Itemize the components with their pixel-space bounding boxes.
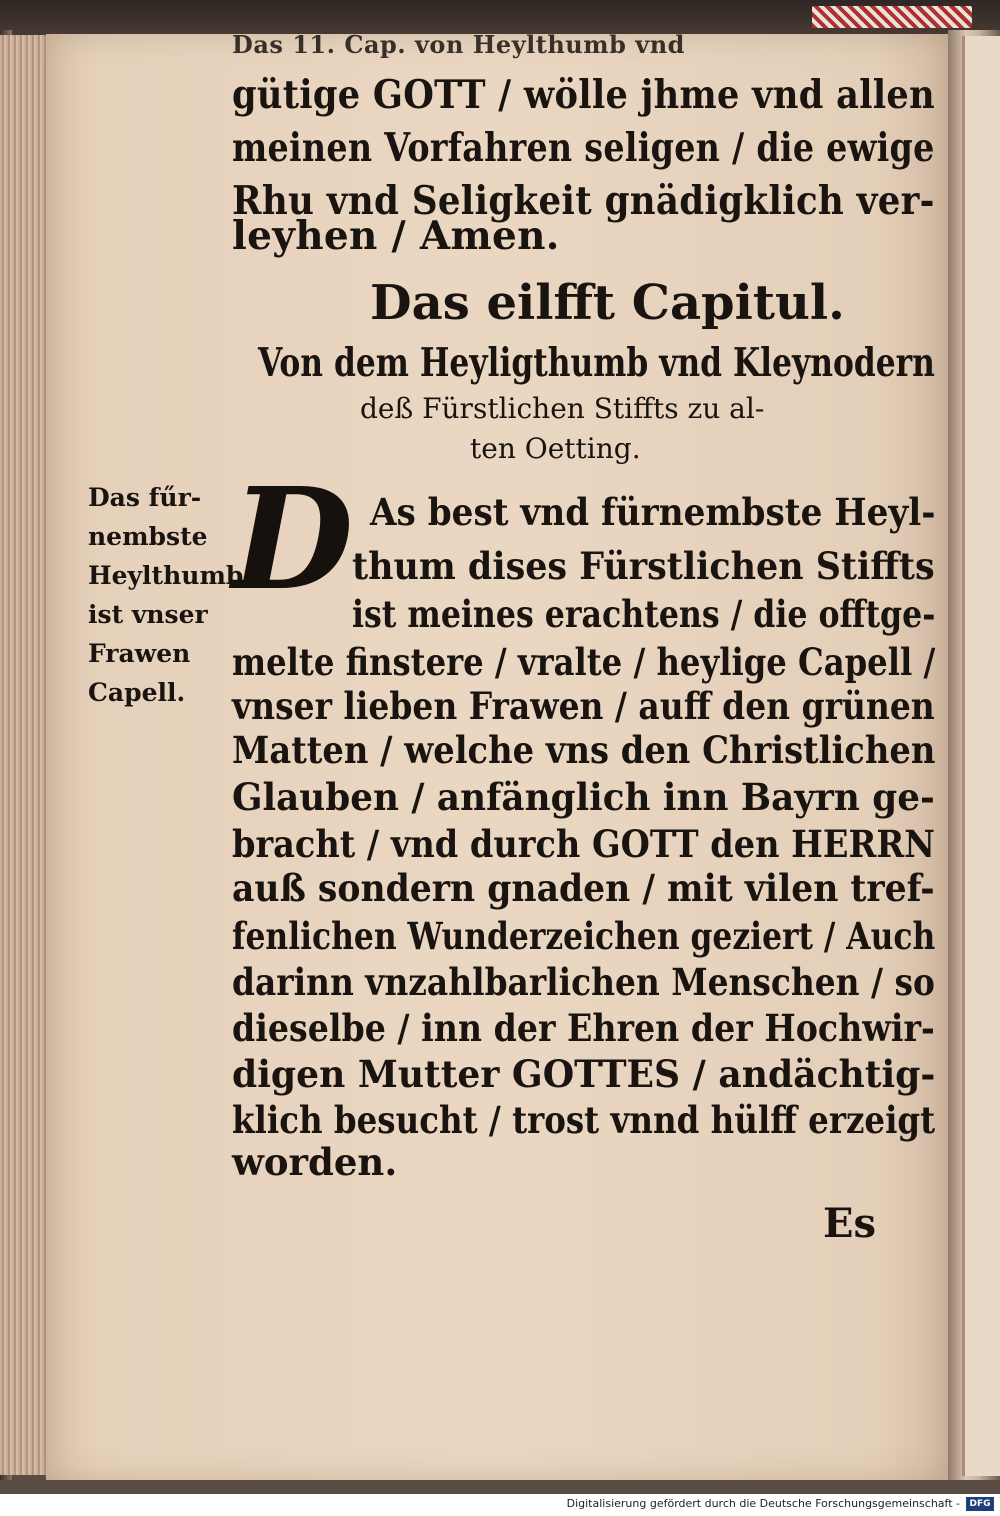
main-text-line: Matten / welche vns den Christlichen — [232, 728, 936, 772]
chapter-subtitle-line: Von dem Heyligthumb vnd Kleynodern — [258, 340, 935, 386]
dfg-logo-icon: DFG — [966, 1497, 994, 1511]
main-text-line: darinn vnzahlbarlichen Menschen / so — [232, 960, 935, 1004]
book-left-page-edges — [0, 35, 50, 1475]
main-text-line: worden. — [232, 1140, 398, 1184]
chapter-subtitle-line: deß Fürstlichen Stiffts zu al- — [360, 392, 765, 425]
margin-note-line: Heylthumb — [88, 561, 244, 590]
margin-note-line: ist vnser — [88, 600, 208, 629]
margin-note — [88, 478, 244, 712]
main-text-line: thum dises Fürstlichen Stiffts — [352, 544, 935, 588]
intro-line: Rhu vnd Seligkeit gnädigklich ver- — [232, 178, 935, 224]
main-text-line: As best vnd fürnembste Heyl- — [370, 490, 936, 534]
main-text-line: klich besucht / trost vnnd hülff erzeigt — [232, 1098, 936, 1142]
book-right-page-edge — [962, 36, 1000, 1476]
main-text-line: vnser lieben Frawen / auff den grünen — [232, 684, 935, 728]
main-text-line: ist meines erachtens / die offtge- — [352, 592, 936, 636]
main-text-line: digen Mutter GOTTES / andächtig- — [232, 1052, 936, 1096]
main-text-line: dieselbe / inn der Ehren der Hochwir- — [232, 1006, 935, 1050]
running-header: Das 11. Cap. von Heylthumb vnd — [232, 30, 685, 59]
decorative-initial: D — [232, 458, 354, 622]
margin-note-line: Capell. — [88, 678, 186, 707]
margin-note-line: nembste — [88, 522, 208, 551]
margin-note-line: Das fűr- — [88, 483, 202, 512]
chapter-subtitle-line: ten Oetting. — [470, 432, 641, 465]
chapter-title: Das eilfft Capitul. — [370, 275, 845, 331]
main-text-line: melte finstere / vralte / heylige Capell / — [232, 640, 936, 684]
intro-line: leyhen / Amen. — [232, 213, 560, 259]
bookmark-ribbon — [812, 6, 972, 28]
margin-note-line: Frawen — [88, 639, 191, 668]
main-text-line: auß sondern gnaden / mit vilen tref- — [232, 866, 935, 910]
main-text-line: bracht / vnd durch GOTT den HERRN — [232, 822, 935, 866]
main-text-line: Glauben / anfänglich inn Bayrn ge- — [232, 775, 935, 819]
main-text-line: fenlichen Wunderzeichen geziert / Auch — [232, 914, 936, 958]
catchword: Es — [823, 1200, 877, 1247]
intro-line: gütige GOTT / wölle jhme vnd allen — [232, 72, 935, 118]
digitization-credit: Digitalisierung gefördert durch die Deutsche Forschungsgemeinschaft - — [566, 1497, 960, 1510]
intro-line: meinen Vorfahren seligen / die ewige — [232, 125, 935, 171]
